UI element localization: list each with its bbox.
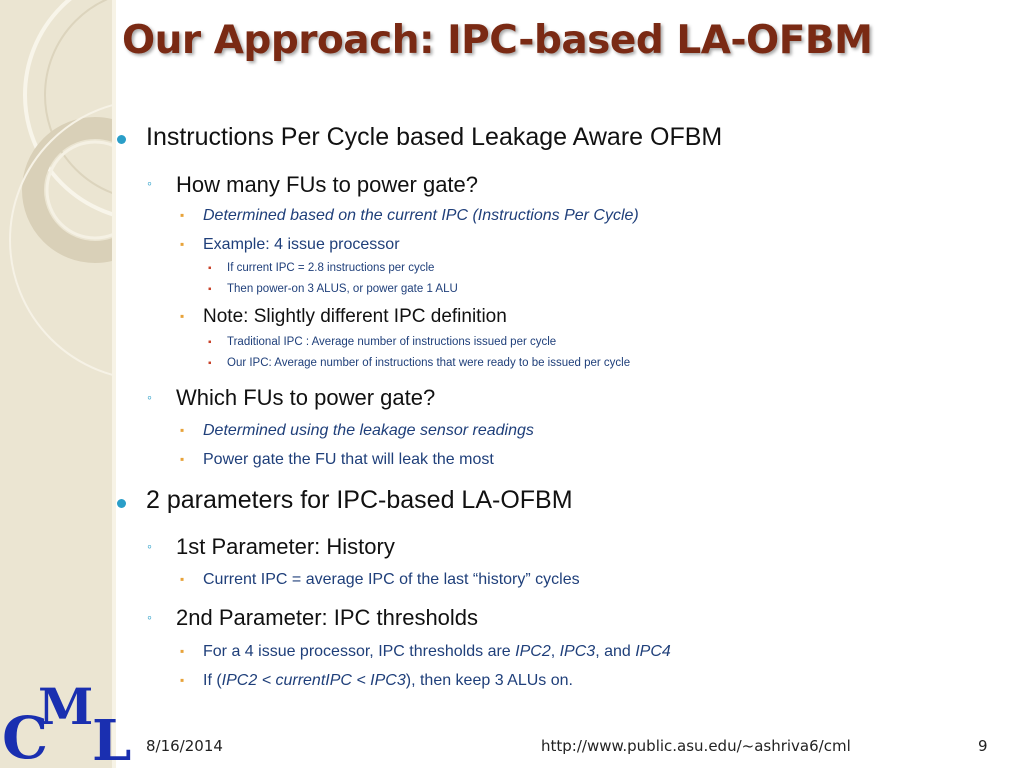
footer-date: 8/16/2014 <box>146 737 223 755</box>
square-bullet: ▪ <box>180 309 185 323</box>
square-bullet: ▪ <box>180 572 185 586</box>
square-bullet: ▪ <box>180 237 185 251</box>
if-suffix: ), then keep 3 ALUs on. <box>405 672 573 689</box>
sidebar-rings-graphic <box>0 0 112 768</box>
bullet-text: Which FUs to power gate? <box>176 385 436 410</box>
bullet-text: Then power-on 3 ALUS, or power gate 1 ALU <box>227 283 458 295</box>
thresholds-prefix: For a 4 issue processor, IPC thresholds are <box>203 643 516 660</box>
bullet-text: Our IPC: Average number of instructions that were ready to be issued per cycle <box>227 357 631 369</box>
footer-url[interactable]: http://www.public.asu.edu/~ashriva6/cml <box>541 737 851 755</box>
thresholds-sep2: , and <box>595 643 636 660</box>
bullet-text: Note: Slightly different IPC definition <box>203 306 507 327</box>
bullet-text: 2 parameters for IPC-based LA-OFBM <box>146 486 573 514</box>
bullet-text: Instructions Per Cycle based Leakage Aware OFBM <box>146 123 723 151</box>
if-prefix: If ( <box>203 672 222 689</box>
decorative-sidebar <box>0 0 116 768</box>
square-bullet: ▪ <box>180 423 185 437</box>
cml-logo <box>0 678 150 768</box>
square-bullet: ▪ <box>208 284 212 295</box>
bullet-text: Determined using the leakage sensor readings <box>203 422 534 439</box>
square-bullet: ▪ <box>208 263 212 274</box>
bullet-text: If current IPC = 2.8 instructions per cycle <box>227 262 435 274</box>
logo-l: L <box>92 708 132 768</box>
ipc3-label: IPC3 <box>559 643 596 660</box>
bullet-text: 2nd Parameter: IPC thresholds <box>176 605 479 630</box>
square-bullet: ▪ <box>180 644 185 658</box>
bullet-text: Power gate the FU that will leak the most <box>203 451 494 468</box>
logo-c: C <box>2 704 49 768</box>
slide-title: Our Approach: IPC-based LA-OFBM <box>122 18 873 63</box>
bullet-text: How many FUs to power gate? <box>176 172 479 197</box>
ipc4-label: IPC4 <box>635 643 671 660</box>
bullet-text: Current IPC = average IPC of the last “history” cycles <box>203 571 580 588</box>
logo-m: M <box>38 678 94 736</box>
bullet-text: Example: 4 issue processor <box>203 236 400 253</box>
circle-bullet: ◦ <box>147 609 152 625</box>
circle-bullet: ◦ <box>147 538 152 554</box>
square-bullet: ▪ <box>180 673 185 687</box>
thresholds-sep1: , <box>550 643 560 660</box>
bullet-text: Traditional IPC : Average number of instructions issued per cycle <box>227 336 557 348</box>
footer-page-number: 9 <box>978 737 988 755</box>
bullet-dot <box>117 499 126 508</box>
square-bullet: ▪ <box>208 337 212 348</box>
bullet-text: 1st Parameter: History <box>176 534 395 559</box>
bullet-dot <box>117 135 126 144</box>
if-expression: IPC2 < currentIPC < IPC3 <box>221 672 406 689</box>
square-bullet: ▪ <box>180 208 185 222</box>
square-bullet: ▪ <box>180 452 185 466</box>
ipc2-label: IPC2 <box>515 643 551 660</box>
square-bullet: ▪ <box>208 358 212 369</box>
bullet-text: Determined based on the current IPC (Instructions Per Cycle) <box>203 207 639 224</box>
circle-bullet: ◦ <box>147 389 152 405</box>
bullet-thresholds <box>203 643 671 661</box>
circle-bullet: ◦ <box>147 175 152 191</box>
bullet-if-condition <box>203 672 573 690</box>
